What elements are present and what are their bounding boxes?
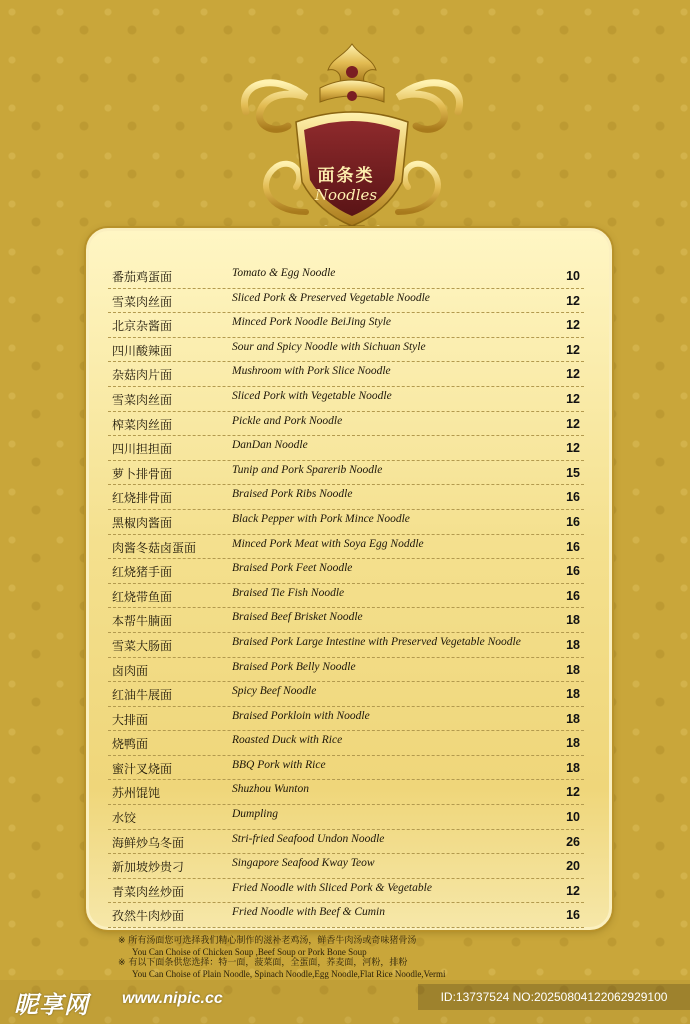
menu-item: [108, 608, 584, 633]
menu-item: [108, 805, 584, 830]
menu-item-name-en: Braised Pork Large Intestine with Preserved Vegetable Noodle: [232, 635, 521, 648]
menu-item: [108, 633, 584, 658]
menu-item: [108, 682, 584, 707]
menu-item-price: 16: [566, 908, 580, 923]
menu-item: [108, 854, 584, 879]
menu-item: [108, 879, 584, 904]
menu-item-name-en: Braised Porkloin with Noodle: [232, 709, 370, 722]
footnotes: [118, 936, 638, 980]
menu-item-price: 16: [566, 564, 580, 579]
menu-item-name-cn: 黑椒肉酱面: [112, 515, 173, 530]
menu-item: [108, 830, 584, 855]
menu-item-price: 15: [566, 465, 580, 480]
menu-item: [108, 510, 584, 535]
menu-item: [108, 313, 584, 338]
note-noodle-cn: ※ 有以下面条供您选择：特一面，菠菜面，全蛋面，荞麦面，河粉，排粉: [118, 958, 408, 968]
menu-item-price: 18: [566, 637, 580, 652]
menu-item-price: 12: [566, 416, 580, 431]
menu-item-name-cn: 雪菜大肠面: [112, 638, 173, 653]
menu-item-price: 12: [566, 441, 580, 456]
menu-item: [108, 485, 584, 510]
menu-item-name-cn: 肉酱冬菇卤蛋面: [112, 540, 197, 555]
menu-item: [108, 584, 584, 609]
menu-item-name-en: Tunip and Pork Sparerib Noodle: [232, 463, 383, 476]
menu-item-price: 18: [566, 613, 580, 628]
menu-item-price: 18: [566, 662, 580, 677]
menu-item-name-cn: 杂菇肉片面: [112, 368, 173, 383]
section-title-en: Noodles: [314, 186, 378, 204]
menu-item-name-cn: 雪菜肉丝面: [112, 392, 173, 407]
menu-item-price: 12: [566, 318, 580, 333]
menu-item-price: 18: [566, 736, 580, 751]
menu-item-price: 18: [566, 711, 580, 726]
menu-item: [108, 289, 584, 314]
menu-item-price: 10: [566, 269, 580, 283]
menu-item-name-cn: 北京杂酱面: [112, 319, 173, 334]
menu-item: [108, 535, 584, 560]
menu-item-price: 12: [566, 785, 580, 800]
menu-item-name-cn: 榨菜肉丝面: [112, 417, 173, 432]
menu-item-name-en: Braised Beef Brisket Noodle: [232, 611, 363, 624]
menu-item-name-en: Braised Tie Fish Noodle: [232, 586, 345, 599]
menu-item: [108, 780, 584, 805]
menu-item-name-en: Roasted Duck with Rice: [232, 734, 343, 747]
menu-item-name-en: Braised Pork Ribs Noodle: [232, 488, 353, 501]
menu-item-name-cn: 雪菜肉丝面: [112, 294, 173, 309]
menu-item-price: 20: [566, 859, 580, 874]
menu-item-name-en: Singapore Seafood Kway Teow: [232, 857, 375, 870]
menu-item-price: 16: [566, 490, 580, 505]
menu-item-name-cn: 青菜肉丝炒面: [112, 884, 185, 899]
menu-item-name-cn: 番茄鸡蛋面: [112, 270, 173, 284]
menu-item-name-en: BBQ Pork with Rice: [232, 758, 326, 771]
menu-item-price: 18: [566, 687, 580, 702]
menu-item-price: 12: [566, 367, 580, 382]
menu-item: [108, 658, 584, 683]
watermark-logo: 昵享网: [14, 991, 89, 1019]
menu-item-name-en: Dumpling: [232, 808, 278, 821]
menu-item-name-en: Minced Pork Meat with Soya Egg Noddle: [232, 537, 424, 550]
menu-item-name-cn: 红油牛展面: [112, 688, 173, 703]
menu-item-name-en: Mushroom with Pork Slice Noodle: [232, 365, 391, 378]
menu-item-price: 18: [566, 760, 580, 775]
menu-item-name-en: Black Pepper with Pork Mince Noodle: [232, 512, 410, 525]
menu-item-name-en: Minced Pork Noodle BeiJing Style: [232, 316, 392, 329]
menu-item-name-cn: 红烧猪手面: [112, 565, 173, 580]
note-noodle-en: You Can Choise of Plain Noodle, Spinach Noodle,Egg Noodle,Flat Rice Noodle,Vermi: [132, 969, 446, 979]
watermark-id: ID:13737524 NO:20250804122062929100: [418, 984, 690, 1010]
menu-item-name-en: Sour and Spicy Noodle with Sichuan Style: [232, 340, 426, 353]
watermark-url: www.nipic.cc: [122, 990, 223, 1007]
crest-emblem: [236, 42, 468, 250]
menu-item-name-en: Sliced Pork with Vegetable Noodle: [232, 389, 392, 402]
menu-item-price: 16: [566, 514, 580, 529]
menu-item-price: 12: [566, 883, 580, 898]
menu-item-name-en: Tomato & Egg Noodle: [232, 267, 336, 279]
menu-item-name-en: Pickle and Pork Noodle: [232, 414, 343, 427]
menu-item: [108, 559, 584, 584]
menu-item: [108, 731, 584, 756]
menu-item-name-cn: 四川酸辣面: [112, 343, 173, 358]
section-title-cn: 面条类: [317, 166, 375, 186]
menu-item-name-cn: 红烧带鱼面: [112, 589, 173, 604]
menu-item-name-en: Braised Pork Belly Noodle: [232, 660, 356, 673]
menu-item-name-cn: 孜然牛肉炒面: [112, 909, 185, 924]
menu-item-price: 12: [566, 293, 580, 308]
menu-item: [108, 707, 584, 732]
menu-item-price: 16: [566, 539, 580, 554]
menu-item: [108, 338, 584, 363]
menu-item-name-cn: 水饺: [112, 811, 137, 826]
note-soup-en: You Can Choise of Chicken Soup ,Beef Soup or Pork Bone Soup: [132, 947, 367, 957]
menu-item-price: 26: [566, 834, 580, 849]
menu-item-name-cn: 卤肉面: [112, 663, 149, 678]
menu-item-name-en: Sliced Pork & Preserved Vegetable Noodle: [232, 291, 430, 304]
menu-item: [108, 756, 584, 781]
menu-item-name-en: Shuzhou Wunton: [232, 783, 309, 796]
menu-item-name-en: DanDan Noodle: [232, 439, 308, 452]
menu-item-price: 12: [566, 391, 580, 406]
menu-item-price: 12: [566, 342, 580, 357]
menu-item: [108, 387, 584, 412]
menu-item-name-en: Fried Noodle with Beef & Cumin: [232, 906, 385, 919]
menu-item-name-cn: 萝卜排骨面: [112, 466, 173, 481]
menu-item: [108, 362, 584, 387]
menu-list: [108, 264, 584, 928]
crest-title: [300, 166, 392, 204]
menu-item-name-cn: 新加坡炒贵刁: [112, 860, 185, 875]
menu-item: [108, 903, 584, 928]
menu-item-name-cn: 烧鸭面: [112, 737, 149, 752]
menu-item-price: 10: [566, 810, 580, 825]
menu-item-price: 16: [566, 588, 580, 603]
menu-item-name-cn: 苏州馄饨: [112, 786, 161, 801]
menu-item: [108, 264, 584, 289]
menu-item-name-cn: 大排面: [112, 712, 149, 727]
menu-item-name-cn: 四川担担面: [112, 442, 173, 457]
menu-item-name-cn: 蜜汁叉烧面: [112, 761, 173, 776]
menu-item-name-en: Spicy Beef Noodle: [232, 685, 317, 698]
menu-item-name-en: Stri-fried Seafood Undon Noodle: [232, 832, 385, 845]
menu-item-name-en: Braised Pork Feet Noodle: [232, 562, 353, 575]
menu-item-name-en: Fried Noodle with Sliced Pork & Vegetable: [232, 881, 432, 894]
menu-item: [108, 412, 584, 437]
menu-item-name-cn: 红烧排骨面: [112, 491, 173, 506]
menu-item: [108, 436, 584, 461]
menu-item: [108, 461, 584, 486]
menu-item-name-cn: 本帮牛腩面: [112, 614, 173, 629]
note-soup-cn: ※ 所有汤面您可选择我们精心制作的滋补老鸡汤，鲜香牛肉汤或奇味猪骨汤: [118, 936, 417, 946]
menu-item-name-cn: 海鲜炒乌冬面: [112, 835, 185, 850]
